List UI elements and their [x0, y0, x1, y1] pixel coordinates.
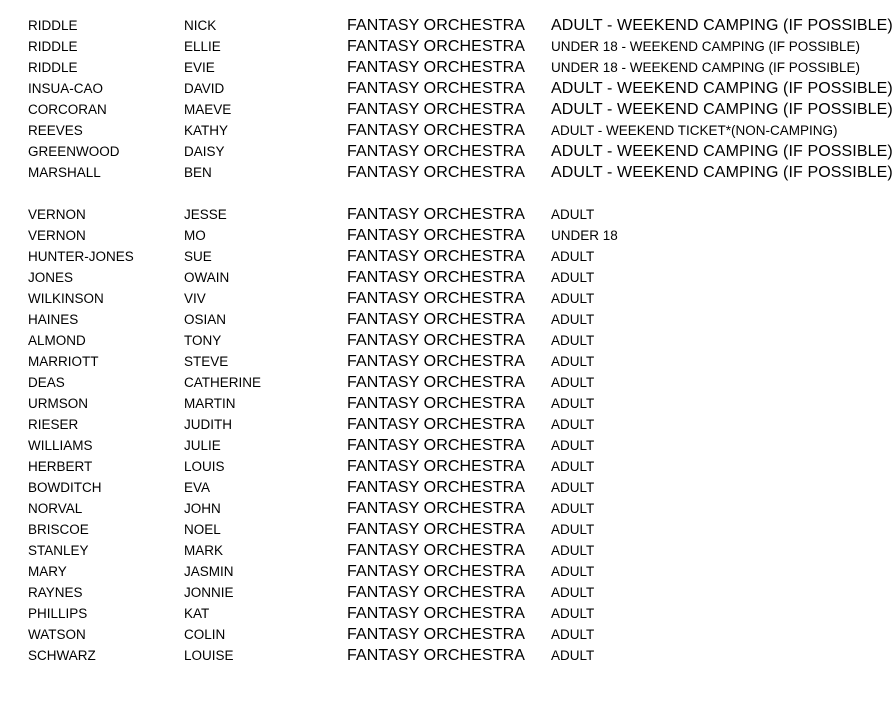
- group-name: FANTASY ORCHESTRA: [347, 458, 526, 475]
- roster-row: [0, 624, 893, 645]
- first-name: TONY: [184, 333, 222, 348]
- roster-row: [0, 15, 893, 36]
- group-name: FANTASY ORCHESTRA: [347, 227, 526, 244]
- surname: BOWDITCH: [28, 480, 102, 495]
- surname: HUNTER-JONES: [28, 249, 134, 264]
- ticket-type: ADULT: [551, 354, 595, 369]
- first-name: EVIE: [184, 60, 215, 75]
- roster-row: [0, 36, 893, 57]
- group-name: FANTASY ORCHESTRA: [347, 143, 526, 160]
- first-name: JONNIE: [184, 585, 234, 600]
- group-name: FANTASY ORCHESTRA: [347, 311, 526, 328]
- roster-row: [0, 267, 893, 288]
- ticket-type: ADULT: [551, 585, 595, 600]
- ticket-type: UNDER 18 - WEEKEND CAMPING (IF POSSIBLE): [551, 60, 861, 75]
- roster-row: [0, 99, 893, 120]
- group-name: FANTASY ORCHESTRA: [347, 206, 526, 223]
- ticket-type: ADULT: [551, 312, 595, 327]
- surname: SCHWARZ: [28, 648, 96, 663]
- first-name: KAT: [184, 606, 210, 621]
- first-name: LOUISE: [184, 648, 234, 663]
- ticket-type: ADULT: [551, 564, 595, 579]
- roster-row: [0, 561, 893, 582]
- group-name: FANTASY ORCHESTRA: [347, 38, 526, 55]
- roster-row: [0, 351, 893, 372]
- roster-row: [0, 456, 893, 477]
- ticket-type: ADULT: [551, 270, 595, 285]
- roster-row: [0, 309, 893, 330]
- roster-row: [0, 372, 893, 393]
- roster-row: [0, 288, 893, 309]
- roster-row: [0, 225, 893, 246]
- ticket-type: ADULT: [551, 417, 595, 432]
- ticket-type: ADULT: [551, 606, 595, 621]
- first-name: SUE: [184, 249, 212, 264]
- group-name: FANTASY ORCHESTRA: [347, 542, 526, 559]
- surname: PHILLIPS: [28, 606, 88, 621]
- surname: STANLEY: [28, 543, 89, 558]
- surname: ALMOND: [28, 333, 86, 348]
- first-name: ELLIE: [184, 39, 221, 54]
- roster-row: [0, 477, 893, 498]
- ticket-type: ADULT - WEEKEND CAMPING (IF POSSIBLE): [551, 164, 893, 181]
- group-name: FANTASY ORCHESTRA: [347, 122, 526, 139]
- first-name: VIV: [184, 291, 206, 306]
- surname: VERNON: [28, 228, 86, 243]
- ticket-type: ADULT: [551, 291, 595, 306]
- group-name: FANTASY ORCHESTRA: [347, 332, 526, 349]
- surname: CORCORAN: [28, 102, 107, 117]
- surname: GREENWOOD: [28, 144, 120, 159]
- surname: MARRIOTT: [28, 354, 99, 369]
- surname: RAYNES: [28, 585, 83, 600]
- group-name: FANTASY ORCHESTRA: [347, 521, 526, 538]
- roster-row: [0, 435, 893, 456]
- roster-row: [0, 645, 893, 666]
- group-name: FANTASY ORCHESTRA: [347, 374, 526, 391]
- roster-row: [0, 204, 893, 225]
- first-name: COLIN: [184, 627, 226, 642]
- first-name: BEN: [184, 165, 212, 180]
- ticket-type: ADULT - WEEKEND CAMPING (IF POSSIBLE): [551, 143, 893, 160]
- roster-row: [0, 78, 893, 99]
- roster-row: [0, 162, 893, 183]
- ticket-type: ADULT: [551, 501, 595, 516]
- first-name: MO: [184, 228, 206, 243]
- ticket-type: UNDER 18: [551, 228, 618, 243]
- ticket-type: ADULT: [551, 396, 595, 411]
- group-name: FANTASY ORCHESTRA: [347, 584, 526, 601]
- roster-row: [0, 498, 893, 519]
- group-name: FANTASY ORCHESTRA: [347, 416, 526, 433]
- first-name: JUDITH: [184, 417, 232, 432]
- first-name: NOEL: [184, 522, 221, 537]
- surname: WILLIAMS: [28, 438, 93, 453]
- group-name: FANTASY ORCHESTRA: [347, 647, 526, 664]
- ticket-type: ADULT: [551, 543, 595, 558]
- surname: MARY: [28, 564, 67, 579]
- first-name: OSIAN: [184, 312, 227, 327]
- roster-row: [0, 540, 893, 561]
- ticket-type: ADULT - WEEKEND CAMPING (IF POSSIBLE): [551, 101, 893, 118]
- first-name: MARK: [184, 543, 224, 558]
- roster-row: [0, 603, 893, 624]
- ticket-type: ADULT: [551, 207, 595, 222]
- first-name: STEVE: [184, 354, 229, 369]
- group-name: FANTASY ORCHESTRA: [347, 479, 526, 496]
- roster-row: [0, 393, 893, 414]
- group-name: FANTASY ORCHESTRA: [347, 563, 526, 580]
- surname: NORVAL: [28, 501, 83, 516]
- ticket-type: UNDER 18 - WEEKEND CAMPING (IF POSSIBLE): [551, 39, 861, 54]
- surname: JONES: [28, 270, 74, 285]
- group-name: FANTASY ORCHESTRA: [347, 500, 526, 517]
- surname: INSUA-CAO: [28, 81, 104, 96]
- group-name: FANTASY ORCHESTRA: [347, 395, 526, 412]
- group-name: FANTASY ORCHESTRA: [347, 80, 526, 97]
- surname: DEAS: [28, 375, 65, 390]
- first-name: JESSE: [184, 207, 227, 222]
- ticket-type: ADULT: [551, 459, 595, 474]
- surname: REEVES: [28, 123, 83, 138]
- ticket-type: ADULT - WEEKEND TICKET*(NON-CAMPING): [551, 123, 838, 138]
- ticket-type: ADULT - WEEKEND CAMPING (IF POSSIBLE): [551, 80, 893, 97]
- roster-row: [0, 414, 893, 435]
- ticket-type: ADULT: [551, 522, 595, 537]
- roster-row: [0, 57, 893, 78]
- first-name: MARTIN: [184, 396, 236, 411]
- roster-row: [0, 141, 893, 162]
- group-name: FANTASY ORCHESTRA: [347, 626, 526, 643]
- first-name: LOUIS: [184, 459, 225, 474]
- first-name: JULIE: [184, 438, 221, 453]
- roster-row: [0, 120, 893, 141]
- surname: HAINES: [28, 312, 79, 327]
- group-name: FANTASY ORCHESTRA: [347, 101, 526, 118]
- surname: RIESER: [28, 417, 79, 432]
- group-name: FANTASY ORCHESTRA: [347, 353, 526, 370]
- group-name: FANTASY ORCHESTRA: [347, 59, 526, 76]
- surname: VERNON: [28, 207, 86, 222]
- group-name: FANTASY ORCHESTRA: [347, 269, 526, 286]
- group-name: FANTASY ORCHESTRA: [347, 437, 526, 454]
- surname: WATSON: [28, 627, 86, 642]
- group-name: FANTASY ORCHESTRA: [347, 164, 526, 181]
- roster-row: [0, 330, 893, 351]
- group-name: FANTASY ORCHESTRA: [347, 248, 526, 265]
- ticket-type: ADULT: [551, 648, 595, 663]
- first-name: DAISY: [184, 144, 225, 159]
- group-name: FANTASY ORCHESTRA: [347, 290, 526, 307]
- first-name: CATHERINE: [184, 375, 262, 390]
- roster-row: [0, 246, 893, 267]
- first-name: DAVID: [184, 81, 225, 96]
- surname: RIDDLE: [28, 18, 78, 33]
- first-name: EVA: [184, 480, 211, 495]
- ticket-type: ADULT: [551, 480, 595, 495]
- surname: WILKINSON: [28, 291, 104, 306]
- first-name: NICK: [184, 18, 217, 33]
- first-name: JOHN: [184, 501, 221, 516]
- surname: MARSHALL: [28, 165, 101, 180]
- group-name: FANTASY ORCHESTRA: [347, 605, 526, 622]
- surname: RIDDLE: [28, 39, 78, 54]
- surname: URMSON: [28, 396, 88, 411]
- ticket-type: ADULT: [551, 627, 595, 642]
- ticket-type: ADULT: [551, 249, 595, 264]
- ticket-type: ADULT - WEEKEND CAMPING (IF POSSIBLE): [551, 17, 893, 34]
- surname: RIDDLE: [28, 60, 78, 75]
- group-name: FANTASY ORCHESTRA: [347, 17, 526, 34]
- roster-row: [0, 582, 893, 603]
- first-name: OWAIN: [184, 270, 230, 285]
- first-name: KATHY: [184, 123, 229, 138]
- ticket-type: ADULT: [551, 438, 595, 453]
- ticket-type: ADULT: [551, 375, 595, 390]
- surname: HERBERT: [28, 459, 93, 474]
- first-name: MAEVE: [184, 102, 232, 117]
- roster-row: [0, 519, 893, 540]
- ticket-type: ADULT: [551, 333, 595, 348]
- surname: BRISCOE: [28, 522, 89, 537]
- first-name: JASMIN: [184, 564, 234, 579]
